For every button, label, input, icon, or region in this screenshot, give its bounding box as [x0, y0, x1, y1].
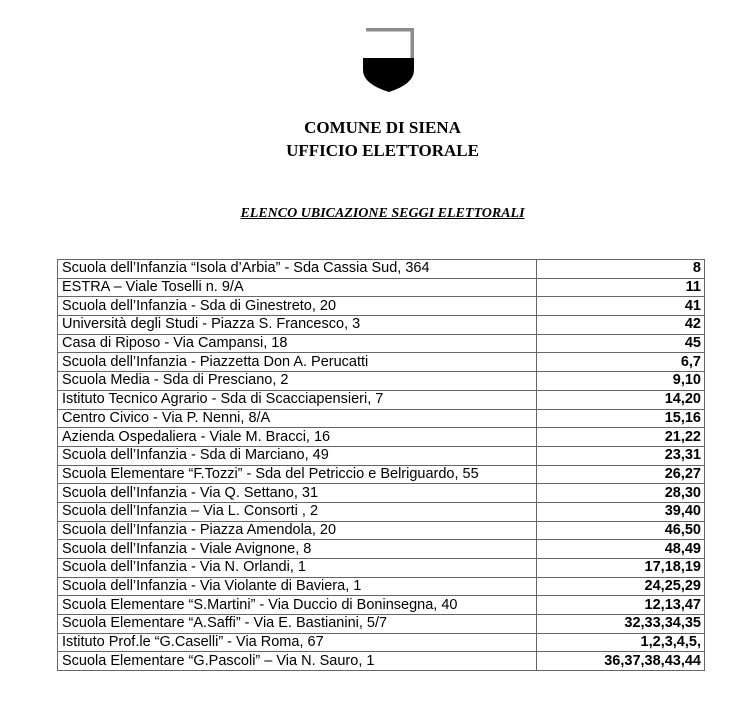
section-numbers: 36,37,38,43,44	[537, 652, 705, 671]
section-numbers: 24,25,29	[537, 577, 705, 596]
table-row	[58, 353, 705, 372]
table-row	[58, 652, 705, 671]
section-numbers: 28,30	[537, 484, 705, 503]
office-title: UFFICIO ELETTORALE	[286, 141, 479, 160]
polling-location: Scuola dell’Infanzia - Sda di Marciano, 49	[58, 446, 537, 465]
table-row	[58, 390, 705, 409]
section-numbers: 17,18,19	[537, 559, 705, 578]
polling-location: Scuola Elementare “A.Saffi” - Via E. Bastianini, 5/7	[58, 615, 537, 634]
polling-location: Scuola dell’Infanzia - Via Violante di Baviera, 1	[58, 577, 537, 596]
section-numbers: 14,20	[537, 390, 705, 409]
table-row	[58, 615, 705, 634]
polling-location: Scuola Media - Sda di Presciano, 2	[58, 372, 537, 391]
polling-location: Azienda Ospedaliera - Viale M. Bracci, 16	[58, 428, 537, 447]
polling-location: Istituto Tecnico Agrario - Sda di Scacciapensieri, 7	[58, 390, 537, 409]
table-row	[58, 633, 705, 652]
polling-location: Scuola dell’Infanzia - Sda di Ginestreto, 20	[58, 297, 537, 316]
polling-location: Scuola dell’Infanzia – Via L. Consorti , 2	[58, 502, 537, 521]
section-numbers: 42	[537, 316, 705, 335]
table-row	[58, 260, 705, 279]
table-row	[58, 409, 705, 428]
table-row	[58, 428, 705, 447]
table-row	[58, 502, 705, 521]
table-row	[58, 559, 705, 578]
section-numbers: 48,49	[537, 540, 705, 559]
table-row	[58, 596, 705, 615]
polling-location: ESTRA – Viale Toselli n. 9/A	[58, 278, 537, 297]
polling-stations-table	[57, 259, 705, 671]
polling-location: Centro Civico - Via P. Nenni, 8/A	[58, 409, 537, 428]
polling-location: Scuola dell’Infanzia - Via N. Orlandi, 1	[58, 559, 537, 578]
table-row	[58, 297, 705, 316]
section-numbers: 1,2,3,4,5,	[537, 633, 705, 652]
table-row	[58, 446, 705, 465]
table-row	[58, 521, 705, 540]
section-numbers: 6,7	[537, 353, 705, 372]
table-row	[58, 372, 705, 391]
section-numbers: 46,50	[537, 521, 705, 540]
polling-location: Scuola dell’Infanzia - Viale Avignone, 8	[58, 540, 537, 559]
section-numbers: 21,22	[537, 428, 705, 447]
polling-location: Scuola dell’Infanzia - Via Q. Settano, 31	[58, 484, 537, 503]
table-row	[58, 316, 705, 335]
section-numbers: 9,10	[537, 372, 705, 391]
siena-crest-shield-icon	[362, 24, 418, 94]
section-numbers: 23,31	[537, 446, 705, 465]
municipality-title: COMUNE DI SIENA	[304, 118, 461, 137]
polling-location: Scuola dell’Infanzia “Isola d’Arbia” - Sda Cassia Sud, 364	[58, 260, 537, 279]
section-numbers: 39,40	[537, 502, 705, 521]
section-numbers: 32,33,34,35	[537, 615, 705, 634]
section-numbers: 11	[537, 278, 705, 297]
polling-location: Scuola dell’Infanzia - Piazza Amendola, 20	[58, 521, 537, 540]
section-numbers: 26,27	[537, 465, 705, 484]
table-row	[58, 540, 705, 559]
table-row	[58, 334, 705, 353]
section-numbers: 15,16	[537, 409, 705, 428]
table-row	[58, 577, 705, 596]
polling-location: Casa di Riposo - Via Campansi, 18	[58, 334, 537, 353]
section-numbers: 41	[537, 297, 705, 316]
polling-location: Scuola Elementare “S.Martini” - Via Duccio di Boninsegna, 40	[58, 596, 537, 615]
table-row	[58, 278, 705, 297]
section-numbers: 8	[537, 260, 705, 279]
polling-stations-body	[58, 260, 705, 671]
polling-location: Istituto Prof.le “G.Caselli” - Via Roma, 67	[58, 633, 537, 652]
section-numbers: 12,13,47	[537, 596, 705, 615]
table-row	[58, 484, 705, 503]
section-numbers: 45	[537, 334, 705, 353]
list-heading: ELENCO UBICAZIONE SEGGI ELETTORALI	[240, 206, 525, 221]
polling-location: Scuola Elementare “G.Pascoli” – Via N. Sauro, 1	[58, 652, 537, 671]
polling-location: Scuola Elementare “F.Tozzi” - Sda del Petriccio e Belriguardo, 55	[58, 465, 537, 484]
polling-location: Scuola dell’Infanzia - Piazzetta Don A. Perucatti	[58, 353, 537, 372]
table-row	[58, 465, 705, 484]
polling-location: Università degli Studi - Piazza S. Francesco, 3	[58, 316, 537, 335]
